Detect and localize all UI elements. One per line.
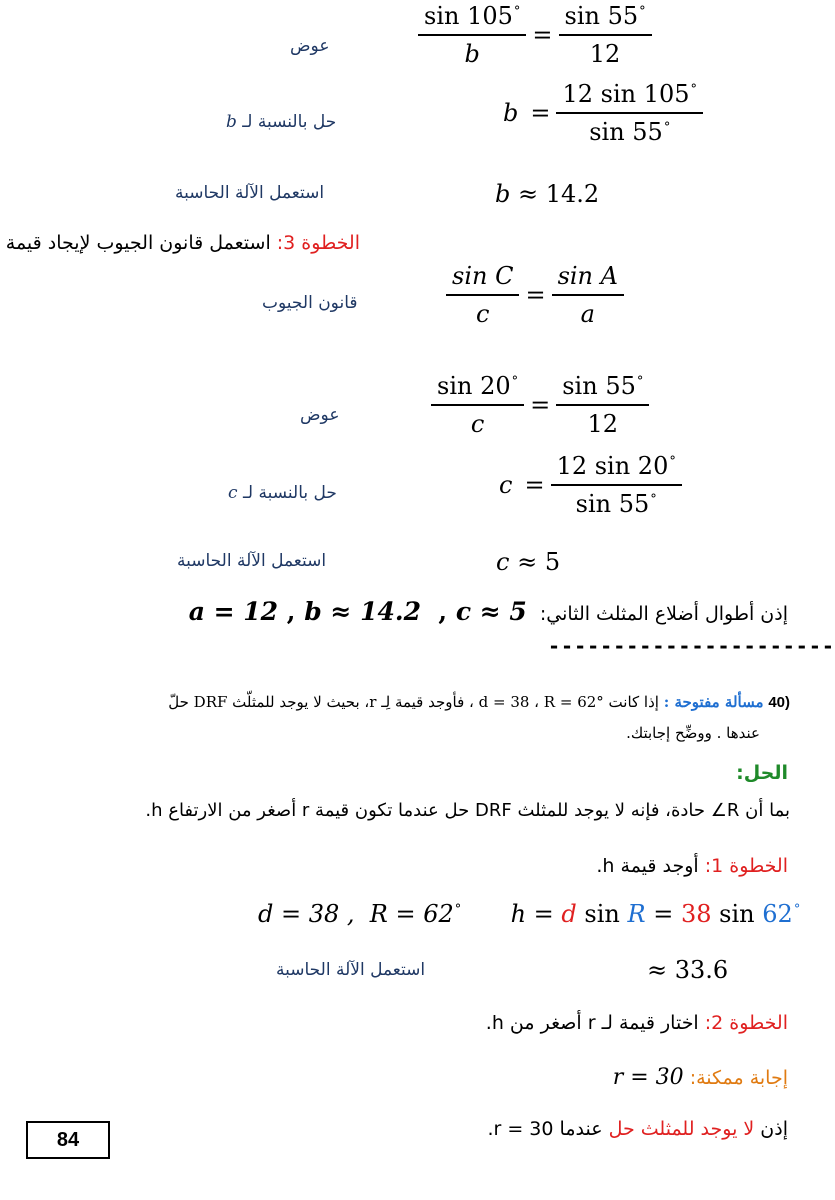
equation-substitute-c: $\frac{\sin 20^\circ}{c}$ = $\frac{\sin 55^\circ}{12}$ <box>431 372 649 438</box>
equation-solve-b: b = $\frac{12 \sin 105^\circ}{\sin 55^\circ}$ <box>497 80 703 146</box>
fraction-rhs: $\frac{\sin 55^\circ}{12}$ <box>559 2 652 68</box>
step1-line: الخطوة 1: أوجد قيمة h. <box>596 855 788 877</box>
equation-c-approx: c ≈ 5 <box>496 548 561 576</box>
page-number: 84 <box>26 1121 110 1159</box>
equation-solve-c: c = $\frac{12 \sin 20^\circ}{\sin 55^\circ}$ <box>493 452 682 518</box>
hint-substitute-1: عوض <box>290 36 330 56</box>
equation-law-of-sines: $\frac{\text{sin C}}{c}$ = $\frac{\text{sin A}}{a}$ <box>446 262 624 328</box>
h-approx-value: ≈ 33.6 <box>647 956 729 984</box>
problem-40-line2: عندها . ووضِّح إجابتك. <box>626 724 760 742</box>
hint-calculator-3: استعمل الآلة الحاسبة <box>276 960 426 980</box>
possible-answer-line: إجابة ممكنة: r = 30 <box>612 1065 788 1090</box>
fraction-lhs: $\frac{\sin 105^\circ}{b}$ <box>418 2 526 68</box>
hint-law-of-sines: قانون الجيوب <box>262 293 358 313</box>
hint-solve-for-b: حل بالنسبة لـ b <box>226 112 337 132</box>
equation-substitute-b: $\frac{\sin 105^\circ}{b}$ = $\frac{\sin 55^\circ}{12}$ <box>418 2 652 68</box>
final-answer-line: إذن لا يوجد للمثلث حل عندما r = 30. <box>487 1118 788 1140</box>
solution-label: الحل: <box>736 762 788 784</box>
step2-line: الخطوة 2: اختار قيمة لـ r أصغر من h. <box>485 1012 788 1034</box>
hint-substitute-2: عوض <box>300 405 340 425</box>
equation-h: d = 38 , R = 62° h = d sin R = 38 sin 62° <box>258 900 801 928</box>
equation-b-approx: b ≈ 14.2 <box>495 180 600 208</box>
conclusion-line: a = 12 , b ≈ 14.2 , c ≈ 5 إذن أطوال أضلاع المثلث الثاني: <box>188 597 788 626</box>
hint-calculator-1: استعمل الآلة الحاسبة <box>175 183 325 203</box>
problem-40-line1: (40 مسألة مفتوحة : إذا كانت d = 38 ، R = 62° ، فأوجد قيمة لِـ r، بحيث لا يوجد للمثلّث DRF حلّ <box>168 693 790 711</box>
reasoning-line: بما أن R∠ حادة، فإنه لا يوجد للمثلث DRF حل عندما تكون قيمة r أصغر من الارتفاع h. <box>145 800 790 821</box>
divider: ---------------------- <box>548 634 835 658</box>
hint-calculator-2: استعمل الآلة الحاسبة <box>177 551 327 571</box>
hint-solve-for-c: حل بالنسبة لـ c <box>228 483 337 503</box>
step3-line: الخطوة 3: استعمل قانون الجيوب لإيجاد قيمة <box>5 232 360 254</box>
